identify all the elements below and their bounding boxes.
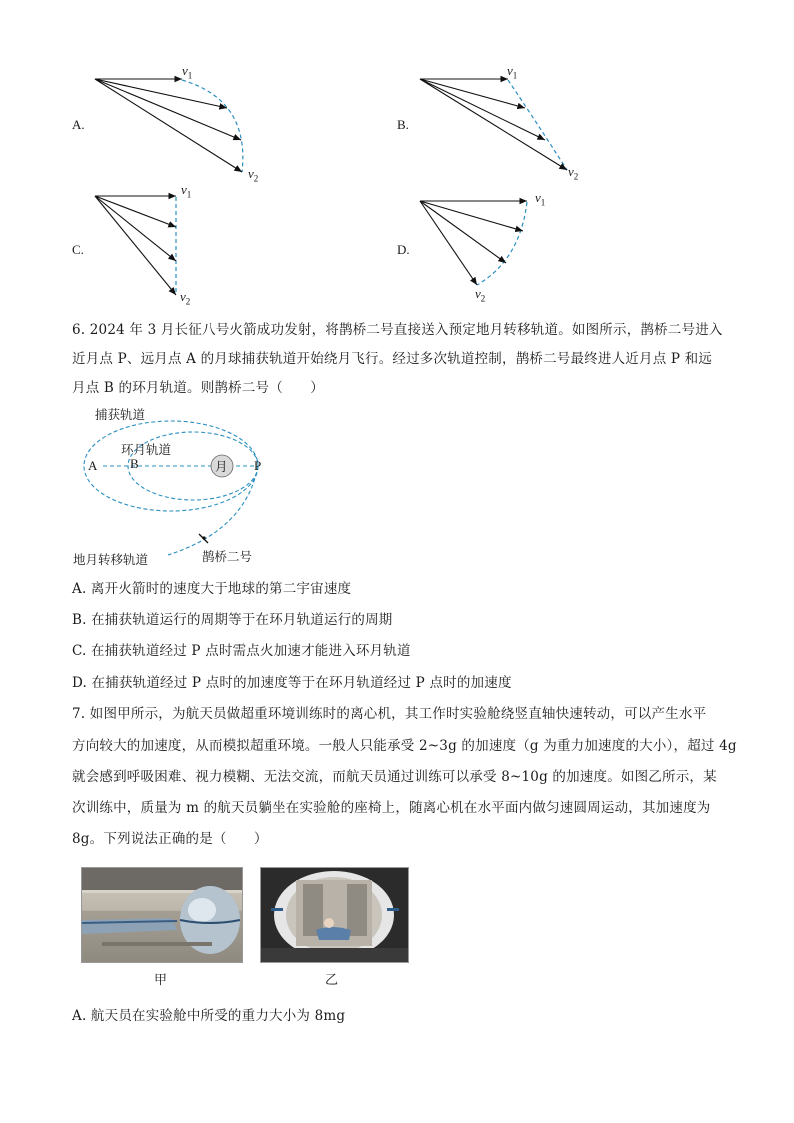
v2-label: $v_2$ (568, 164, 579, 182)
v1-label: $v_1$ (535, 190, 546, 208)
photo-caption-jia: 甲 (154, 973, 168, 988)
q6-stem-line-3: 月点 B 的环月轨道。则鹊桥二号（ ） (72, 380, 325, 396)
capture-orbit-label: 捕获轨道 (95, 407, 146, 422)
centrifuge-photo (81, 867, 243, 963)
v1-label: $v_1$ (182, 63, 193, 81)
point-a-label: A (88, 458, 98, 473)
satellite-label: 鹊桥二号 (202, 549, 253, 564)
velocity-vector-diagram (395, 60, 615, 185)
transfer-orbit-label: 地月转移轨道 (73, 552, 149, 567)
q6-choice-b: B. 在捕获轨道运行的周期等于在环月轨道运行的周期 (72, 612, 393, 628)
capsule-illustration (261, 868, 408, 962)
v2-label: $v_2$ (248, 166, 259, 184)
point-p-label: P (254, 458, 262, 473)
q7-stem-line-5: 8g。下列说法正确的是（ ） (72, 831, 268, 847)
capsule-interior-photo (260, 867, 409, 963)
q5-option-c (70, 182, 290, 310)
lunar-orbit-label: 环月轨道 (121, 442, 172, 457)
orbit-diagram-svg (68, 400, 288, 570)
q6-stem-line-2: 近月点 P、远月点 A 的月球捕获轨道开始绕月飞行。经过多次轨道控制，鹊桥二号最终进人近月点 P 和远 (72, 351, 713, 367)
photo-caption-yi: 乙 (325, 973, 339, 988)
q7-stem-line-1: 7. 如图甲所示，为航天员做超重环境训练时的离心机，其工作时实验舱绕竖直轴快速转动，可以产生水平 (72, 706, 707, 722)
v1-label: $v_1$ (181, 182, 192, 200)
q7-stem-line-4: 次训练中，质量为 m 的航天员躺坐在实验舱的座椅上，随离心机在水平面内做匀速圆周运动，其加速度为 (72, 800, 711, 816)
point-b-label: B (130, 456, 139, 471)
q5-option-a (70, 60, 290, 185)
q5-option-d (395, 185, 615, 310)
q7-stem-line-2: 方向较大的加速度，从而模拟超重环境。一般人只能承受 2~3g 的加速度（g 为重力加速度的大小），超过 4g (72, 738, 737, 754)
q6-choice-c: C. 在捕获轨道经过 P 点时需点火加速才能进入环月轨道 (72, 643, 411, 659)
centrifuge-illustration (82, 868, 242, 962)
option-letter: C. (72, 242, 84, 257)
q6-choice-a: A. 离开火箭时的速度大于地球的第二宇宙速度 (72, 581, 352, 597)
option-letter: A. (72, 117, 85, 132)
orbit-diagram (68, 400, 288, 570)
v1-label: $v_1$ (507, 63, 518, 81)
q5-option-b (395, 60, 615, 185)
option-letter: B. (397, 117, 409, 132)
velocity-vector-diagram (395, 185, 615, 310)
option-letter: D. (397, 242, 410, 257)
q7-choice-a: A. 航天员在实验舱中所受的重力大小为 8mg (72, 1008, 346, 1024)
q7-stem-line-3: 就会感到呼吸困难、视力模糊、无法交流，而航天员通过训练可以承受 8~10g 的加速度。如图乙所示，某 (72, 769, 717, 785)
v2-label: $v_2$ (475, 286, 486, 304)
q6-choice-d: D. 在捕获轨道经过 P 点时的加速度等于在环月轨道经过 P 点时的加速度 (72, 675, 512, 691)
v2-label: $v_2$ (180, 289, 191, 307)
moon-label: 月 (215, 459, 228, 474)
q6-stem-line-1: 6. 2024 年 3 月长征八号火箭成功发射，将鹊桥二号直接送入预定地月转移轨道。如图所示，鹊桥二号进入 (72, 322, 723, 338)
